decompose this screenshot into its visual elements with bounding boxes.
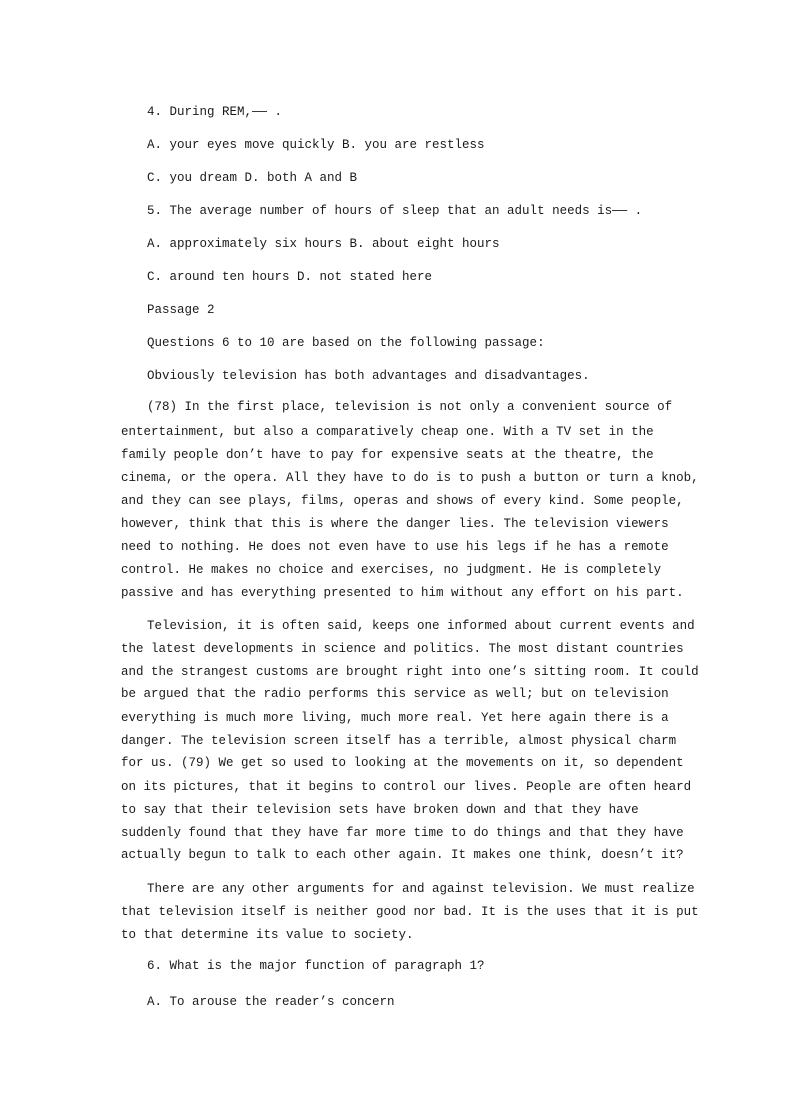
paragraph-2-line: Television, it is often said, keeps one informed about current events and — [147, 619, 695, 633]
paragraph-3-line: to that determine its value to society. — [121, 928, 414, 942]
paragraph-2-line: the latest developments in science and politics. The most distant countries — [121, 642, 684, 656]
paragraph-1-line: cinema, or the opera. All they have to do is to push a button or turn a knob, — [121, 471, 699, 485]
paragraph-1-line: control. He makes no choice and exercises, no judgment. He is completely — [121, 563, 662, 577]
paragraph-2-line: and the strangest customs are brought right into one’s sitting room. It could — [121, 665, 699, 679]
question-5-stem: 5. The average number of hours of sleep that an adult needs is—— . — [147, 204, 643, 218]
paragraph-2-line: be argued that the radio performs this service as well; but on television — [121, 687, 669, 701]
paragraph-2-line: actually begun to talk to each other again. It makes one think, doesn’t it? — [121, 848, 684, 862]
question-5-options-cd: C. around ten hours D. not stated here — [147, 270, 433, 284]
paragraph-1-line: (78) In the first place, television is not only a convenient source of — [147, 400, 673, 414]
paragraph-3-line: There are any other arguments for and against television. We must realize — [147, 882, 695, 896]
paragraph-1-line: passive and has everything presented to him without any effort on his part. — [121, 586, 684, 600]
paragraph-1-line: however, think that this is where the danger lies. The television viewers — [121, 517, 669, 531]
paragraph-1-line: entertainment, but also a comparatively cheap one. With a TV set in the — [121, 425, 654, 439]
question-6-option-a: A. To arouse the reader’s concern — [147, 995, 395, 1009]
paragraph-2-line: to say that their television sets have broken down and that they have — [121, 803, 639, 817]
paragraph-2-line: danger. The television screen itself has a terrible, almost physical charm — [121, 734, 677, 748]
paragraph-1-line: family people don’t have to pay for expensive seats at the theatre, the — [121, 448, 654, 462]
paragraph-2-line: on its pictures, that it begins to control our lives. People are often heard — [121, 780, 692, 794]
question-5-options-ab: A. approximately six hours B. about eight hours — [147, 237, 500, 251]
paragraph-2-line: everything is much more living, much more real. Yet here again there is a — [121, 711, 669, 725]
paragraph-2-line: for us. (79) We get so used to looking at the movements on it, so dependent — [121, 756, 684, 770]
passage-heading: Passage 2 — [147, 303, 215, 317]
passage-instructions: Questions 6 to 10 are based on the following passage: — [147, 336, 545, 350]
passage-intro: Obviously television has both advantages and disadvantages. — [147, 369, 590, 383]
paragraph-1-line: and they can see plays, films, operas and shows of every kind. Some people, — [121, 494, 684, 508]
paragraph-1-line: need to nothing. He does not even have to use his legs if he has a remote — [121, 540, 669, 554]
question-4-options-ab: A. your eyes move quickly B. you are restless — [147, 138, 485, 152]
question-4-options-cd: C. you dream D. both A and B — [147, 171, 358, 185]
paragraph-3-line: that television itself is neither good nor bad. It is the uses that it is put — [121, 905, 699, 919]
question-4-stem: 4. During REM,—— . — [147, 105, 283, 119]
question-6-stem: 6. What is the major function of paragraph 1? — [147, 959, 485, 973]
paragraph-2-line: suddenly found that they have far more time to do things and that they have — [121, 826, 684, 840]
